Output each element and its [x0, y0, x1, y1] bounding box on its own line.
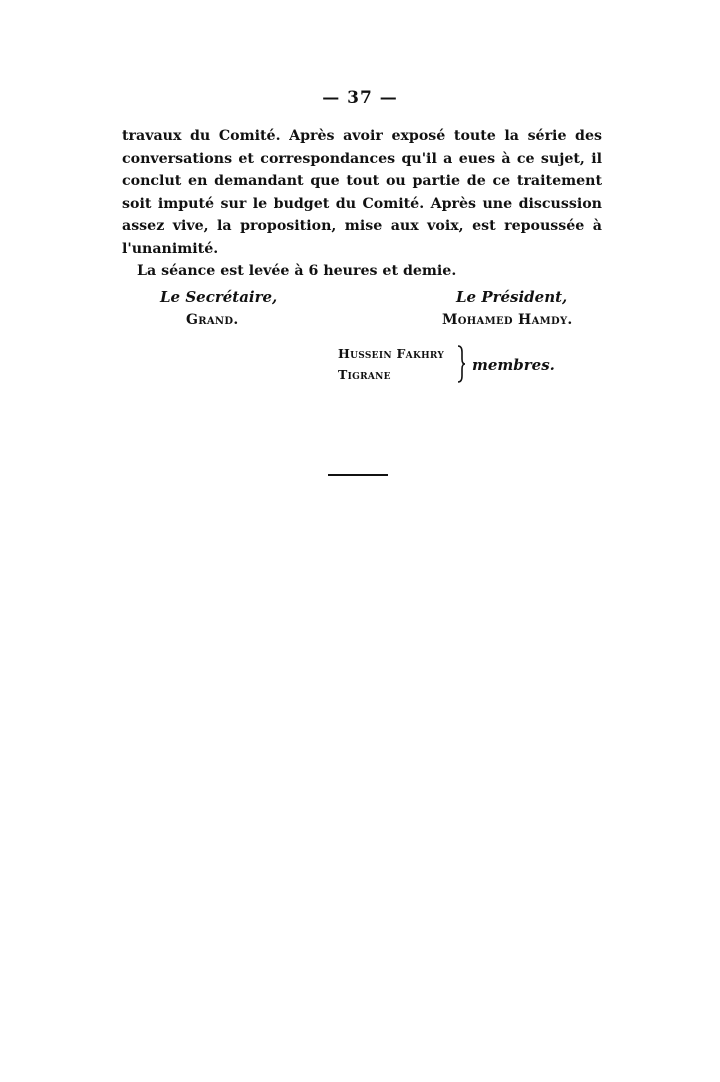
secretary-title: Le Secrétaire, — [160, 288, 278, 306]
members-block — [338, 344, 578, 388]
paragraph-closing: La séance est levée à 6 heures et demie. — [137, 263, 457, 279]
page-number: — 37 — — [322, 88, 398, 108]
curly-brace-icon — [456, 344, 466, 384]
paragraph-minutes: travaux du Comité. Après avoir exposé toute la série des conversations et correspondances qu'il a eues à ce sujet, il conclut en demandant que tout ou partie de ce traitement soit imputé sur le budget du Comité. Après une discussion assez vive, la proposition, mise aux voix, est repoussée à l'unanimité. — [122, 128, 602, 257]
secretary-name: Grand. — [186, 312, 239, 328]
member-name-tigrane: Tigrane — [338, 367, 391, 382]
members-label: membres. — [472, 356, 555, 374]
president-title: Le Président, — [456, 288, 568, 306]
member-name-hussein-fakhry: Hussein Fakhry — [338, 346, 445, 361]
end-rule-divider — [328, 474, 388, 476]
president-name: Mohamed Hamdy. — [442, 312, 573, 328]
body-text — [122, 125, 602, 283]
